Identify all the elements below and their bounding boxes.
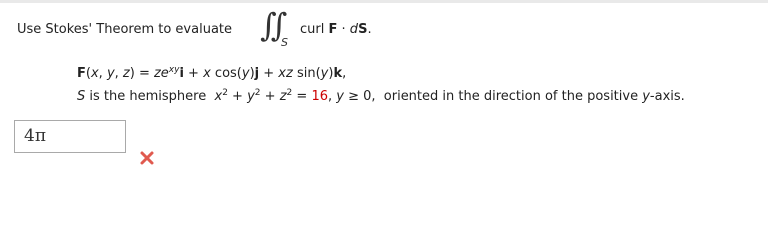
vector-field-line: F(x, y, $z) = ze^{xy}i + x$ cos(y)j + xz sin(y)k, <box>77 65 347 81</box>
double-integral-symbol: ∬ <box>260 6 278 44</box>
surface-line: S is the hemisphere $x^2 + y^2 + z^2 = 16$, y ≥ 0, oriented in the direction of the positive y-axis. <box>77 88 685 104</box>
integrand: curl F · dS. <box>300 22 372 37</box>
field-F: F <box>77 66 86 81</box>
x-mark-icon <box>138 149 156 167</box>
integral-subscript: S <box>281 36 288 49</box>
instruction-text: Use Stokes' Theorem to evaluate <box>17 22 233 37</box>
top-divider <box>0 0 768 3</box>
answer-value: 4π <box>24 126 46 146</box>
radius-value: 16 <box>311 89 328 104</box>
answer-input[interactable] <box>14 120 126 153</box>
